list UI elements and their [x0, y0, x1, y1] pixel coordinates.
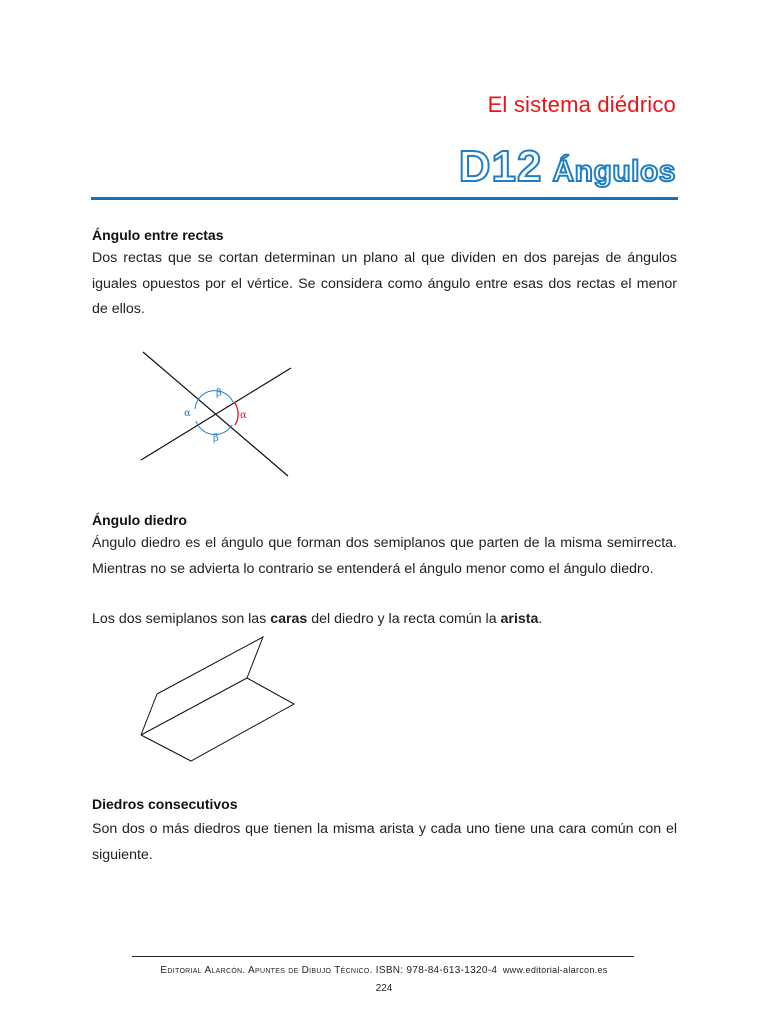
section-title-angulo-diedro: Ángulo diedro	[92, 512, 187, 528]
beta-bottom-label: β	[213, 433, 219, 444]
beta-top-arc	[195, 391, 233, 409]
publisher-url: www.editorial-alarcon.es	[502, 965, 608, 975]
section-paragraph: Son dos o más diedros que tienen la misma arista y cada uno tiene una cara común con el siguiente.	[92, 821, 677, 863]
text-fragment: Los dos semiplanos son las	[92, 611, 271, 627]
alpha-left-label: α	[184, 408, 191, 419]
page-number: 224	[375, 983, 393, 994]
alpha-right-arc	[234, 402, 238, 425]
caras-term: caras	[270, 611, 308, 627]
text-fragment: .	[538, 611, 543, 627]
dihedral-figure	[135, 634, 300, 766]
section-paragraph: Dos rectas que se cortan determinan un plano al que dividen en dos parejas de ángulos iguales opuestos por el vértice. Se considera como ángulo entre esas dos rectas el menor de ellos.	[92, 250, 677, 317]
footer-credits	[0, 965, 768, 976]
upper-face-edge	[141, 694, 157, 735]
text-fragment: del diedro y la recta común la	[307, 611, 501, 627]
chapter-heading	[459, 142, 676, 192]
chapter-code: D12	[458, 142, 543, 191]
arista-term: arista	[500, 611, 539, 627]
chapter-name: Ángulos	[552, 155, 676, 188]
section-title-angulo-entre-rectas: Ángulo entre rectas	[92, 227, 224, 243]
section-title-diedros-consecutivos: Diedros consecutivos	[92, 796, 238, 812]
upper-face	[157, 637, 263, 694]
edge-arista	[141, 678, 247, 735]
section-paragraph: Ángulo diedro es el ángulo que forman dos semiplanos que parten de la misma semirrecta. Mientras no se advierta lo contrario se entenderá el ángulo menor como el ángulo diedro.	[92, 535, 677, 577]
publisher-info: Editorial Alarcón. Apuntes de Dibujo Técnico. ISBN: 978-84-613-1320-4	[160, 965, 498, 976]
beta-top-label: β	[216, 388, 222, 399]
caras-arista-paragraph	[92, 607, 677, 633]
book-title: El sistema diédrico	[487, 92, 676, 117]
intersecting-lines-figure	[130, 345, 300, 485]
header-rule	[91, 197, 678, 200]
footer-rule	[132, 956, 634, 957]
line-b	[141, 368, 291, 460]
alpha-right-label: α	[240, 410, 247, 421]
